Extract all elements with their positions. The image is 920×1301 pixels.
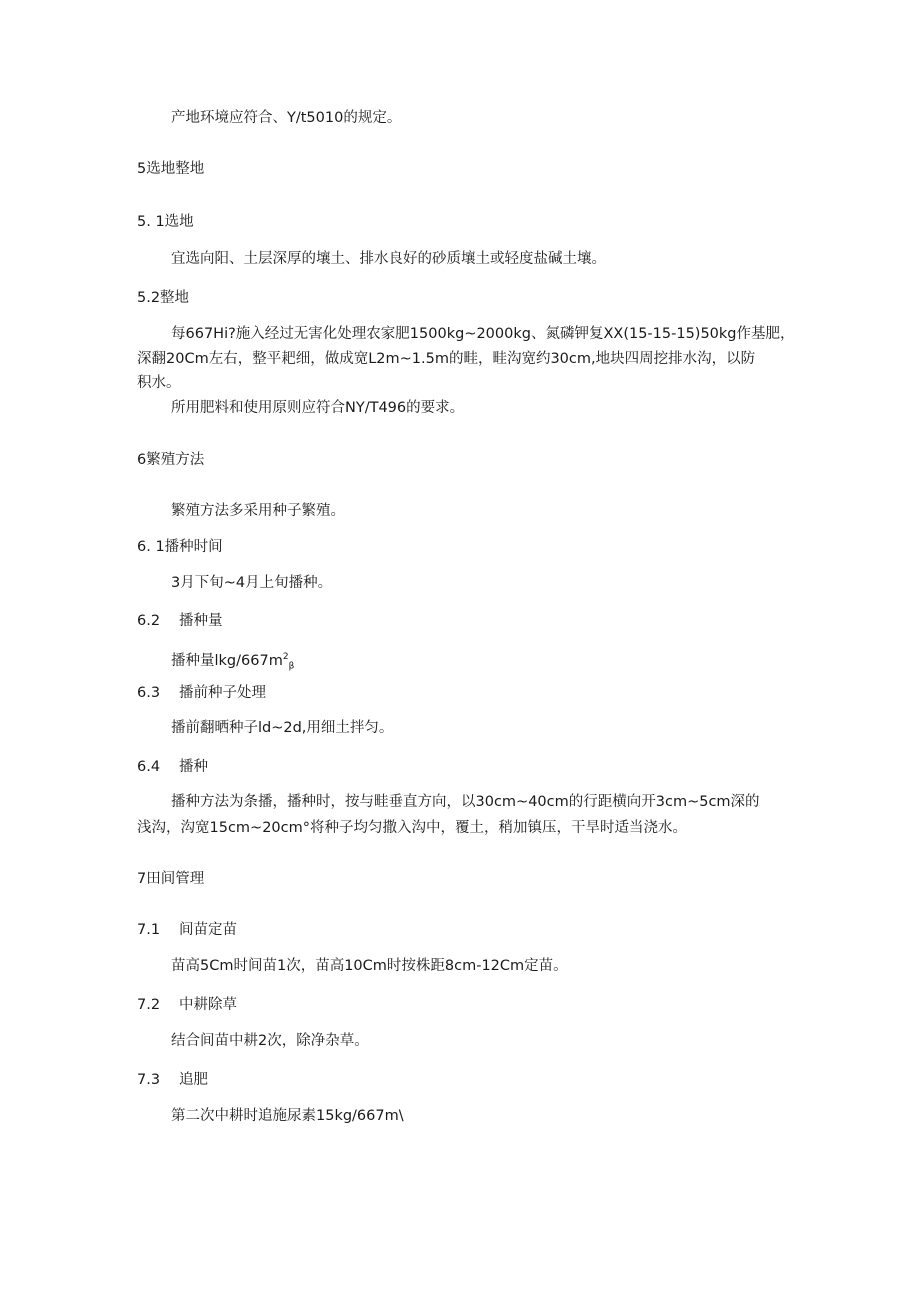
- section-6-2-title: 播种量: [179, 613, 223, 629]
- intro-paragraph: 产地环境应符合、Y/t5010的规定。: [171, 110, 402, 126]
- section-5-2-body-line-2: 深翻20Cm左右，整平耙细，做成宽L2m~1.5m的畦，畦沟宽约30cm,地块四周挖排水沟，以防: [137, 351, 756, 367]
- section-7-2-title: 中耕除草: [179, 997, 237, 1013]
- section-5-2-body-2: 所用肥料和使用原则应符合NY/T496的要求。: [171, 400, 465, 416]
- section-6-heading: 6繁殖方法: [137, 452, 205, 468]
- section-5-2-body-line-3: 积水。: [137, 375, 181, 391]
- section-7-2-body: 结合间苗中耕2次，除净杂草。: [171, 1033, 369, 1049]
- section-6-4-body-line-1: 播种方法为条播，播种时，按与畦垂直方向，以30cm~40cm的行距横向开3cm~5cm深的: [171, 794, 760, 810]
- section-6-2-body-text: 播种量lkg/667m: [171, 652, 283, 669]
- section-7-1-title: 间苗定苗: [179, 922, 237, 938]
- section-6-1-body: 3月下旬~4月上旬播种。: [171, 575, 333, 591]
- section-7-3-body: 第二次中耕时追施尿素15kg/667m\: [171, 1108, 404, 1124]
- section-6-4-body-line-2: 浅沟，沟宽15cm~20cm°将种子均匀撒入沟中，覆土，稍加镇压，干旱时适当浇水。: [137, 820, 687, 836]
- section-6-3-number: 6.3: [137, 685, 161, 701]
- section-7-1-body: 苗高5Cm时间苗1次，苗高10Cm时按株距8cm-12Cm定苗。: [171, 958, 568, 974]
- section-6-intro: 繁殖方法多采用种子繁殖。: [171, 503, 345, 519]
- section-7-heading: 7田间管理: [137, 871, 205, 887]
- section-6-4-number: 6.4: [137, 759, 161, 775]
- section-5-2-body-line-1: 每667Hi?施入经过无害化处理农家肥1500kg~2000kg、氮磷钾复XX(15-15-15)50kg作基肥，: [171, 326, 795, 342]
- section-6-4-title: 播种: [179, 759, 208, 775]
- section-5-1-body: 宜选向阳、土层深厚的壤土、排水良好的砂质壤土或轻度盐碱土壤。: [171, 251, 606, 267]
- section-7-2-number: 7.2: [137, 997, 161, 1013]
- section-7-3-title: 追肥: [179, 1072, 208, 1088]
- section-6-3-body: 播前翻晒种子ld~2d,用细土拌匀。: [171, 720, 394, 736]
- section-6-2-body-superscript: 2: [282, 652, 289, 662]
- section-5-1-heading: 5. 1选地: [137, 214, 194, 230]
- section-5-heading: 5选地整地: [137, 161, 205, 177]
- section-6-3-title: 播前种子处理: [179, 685, 266, 701]
- section-6-2-body-subscript: β: [288, 661, 295, 672]
- section-7-3-number: 7.3: [137, 1072, 161, 1088]
- section-5-2-heading: 5.2整地: [137, 290, 190, 306]
- section-6-1-heading: 6. 1播种时间: [137, 539, 223, 555]
- section-7-1-number: 7.1: [137, 922, 161, 938]
- section-6-2-body: [171, 647, 294, 677]
- section-6-2-number: 6.2: [137, 613, 161, 629]
